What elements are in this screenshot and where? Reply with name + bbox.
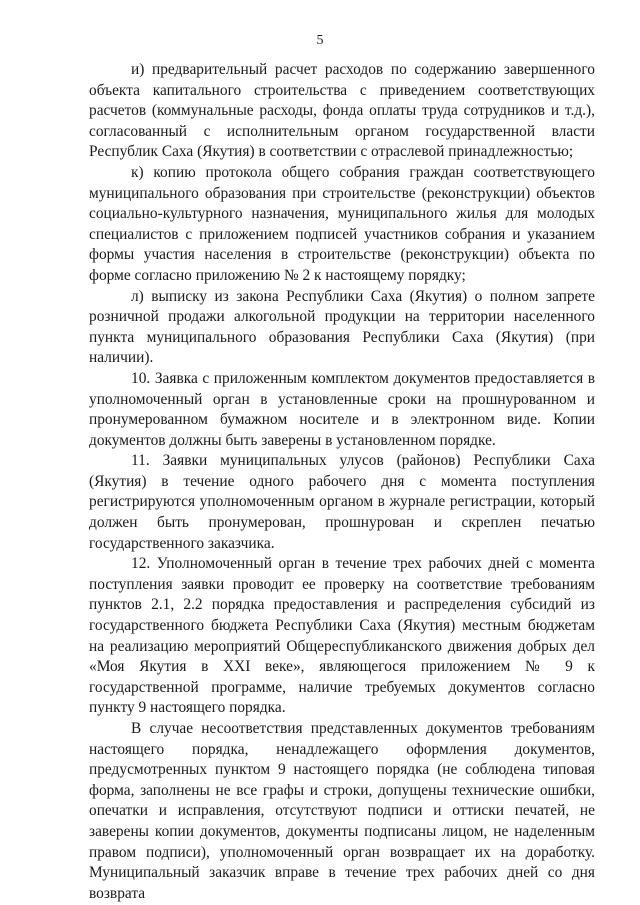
paragraph-item-l: л) выписку из закона Республики Саха (Якутия) о полном запрете розничной продажи алкогольной продукции на территории населенного пункта муниципального образования Республики Саха (Якутия) (при наличии). bbox=[89, 287, 595, 367]
document-body bbox=[89, 60, 595, 904]
paragraph-item-i: и) предварительный расчет расходов по содержанию завершенного объекта капитального строительства с приведением соответствующих расчетов (коммунальные расходы, фонда оплаты труда сотрудников и т.д.), согласованный с исполнительным органом государственной власти Республик Саха (Якутия) в соответствии с отраслевой принадлежностью; bbox=[89, 61, 595, 161]
paragraph-nonconformity: В случае несоответствия представленных документов требованиям настоящего порядка, ненадлежащего оформления документов, предусмотренных пунктом 9 настоящего порядка (не соблюдена типовая форма, заполнены не все графы и строки, допущены технические ошибки, опечатки и исправления, отсутствуют подписи и оттиски печатей, не заверены копии документов, документы подписаны лицом, не наделенным правом подписи), уполномоченный орган возвращает их на доработку. Муниципальный заказчик вправе в течение трех рабочих дней со дня возврата bbox=[89, 720, 595, 902]
paragraph-clause-12: 12. Уполномоченный орган в течение трех рабочих дней с момента поступления заявки проводит ее проверку на соответствие требованиям пунктов 2.1, 2.2 порядка предоставления и распределения субсидий из государственного бюджета Республики Саха (Якутия) местным бюджетам на реализацию мероприятий Общереспубликанского движения добрых дел «Моя Якутия в XXI веке», являющегося приложением № 9 к государственной программе, наличие требуемых документов согласно пункту 9 настоящего порядка. bbox=[89, 555, 595, 717]
paragraph-item-k: к) копию протокола общего собрания граждан соответствующего муниципального образования при строительстве (реконструкции) объектов социально-культурного назначения, муниципального жилья для молодых специалистов с приложением подписей участников собрания и указанием формы участия населения в строительстве (реконструкции) объекта по форме согласно приложению № 2 к настоящему порядку; bbox=[89, 163, 595, 284]
paragraph-clause-11: 11. Заявки муниципальных улусов (районов) Республики Саха (Якутия) в течение одного рабочего дня с момента поступления регистрируются уполномоченным органом в журнале регистрации, который должен быть пронумерован, прошнурован и скреплен печатью государственного заказчика. bbox=[89, 452, 595, 552]
paragraph-clause-10: 10. Заявка с приложенным комплектом документов предоставляется в уполномоченный орган в установленные сроки на прошнурованном и пронумерованном бумажном носителе и в электронном виде. Копии документов должны быть заверены в установленном порядке. bbox=[89, 369, 595, 449]
page-number: 5 bbox=[316, 33, 324, 48]
